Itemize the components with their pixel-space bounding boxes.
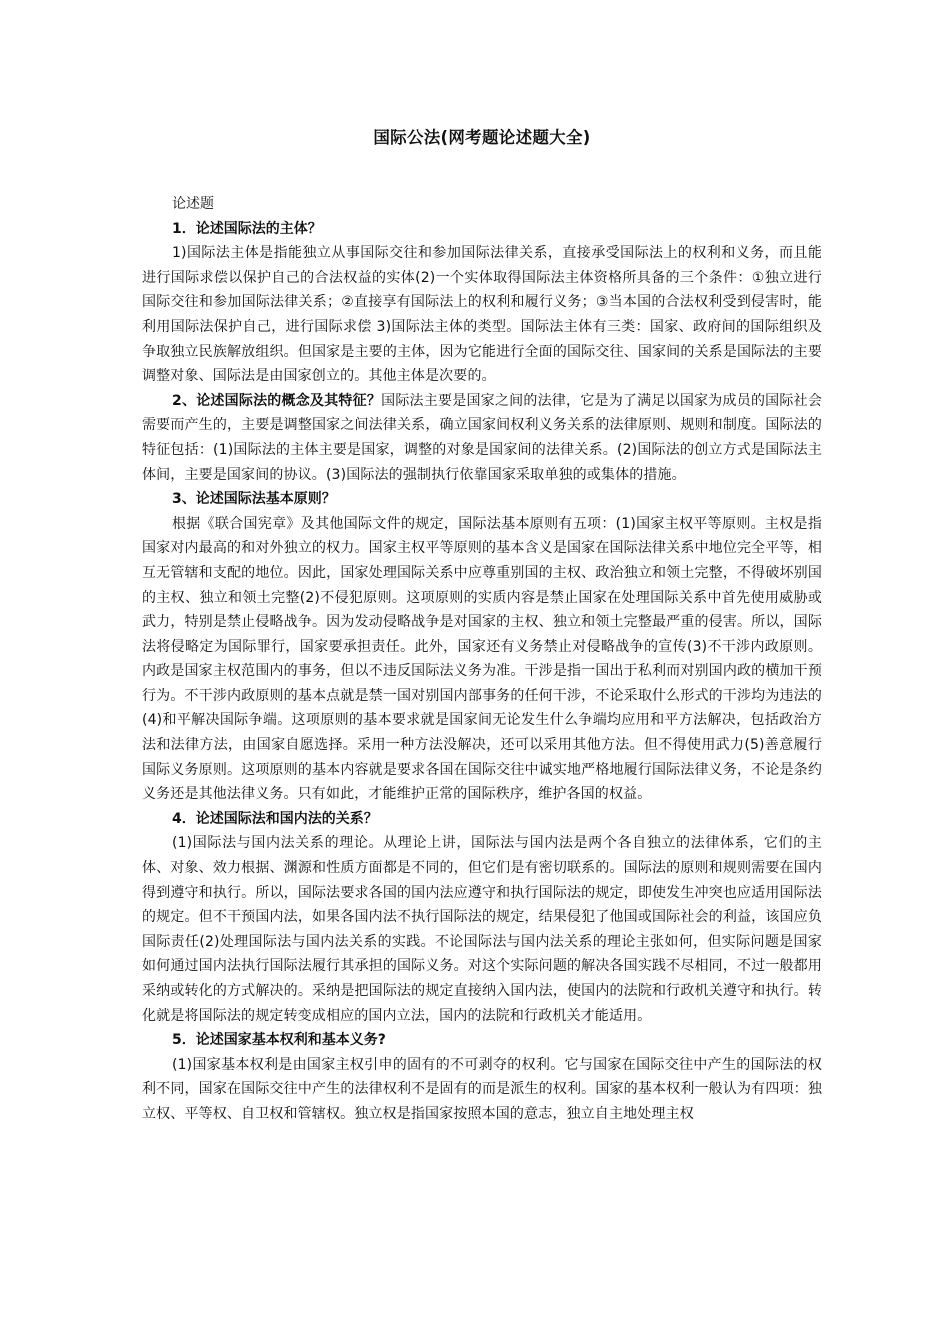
- question-3-body: 根据《联合国宪章》及其他国际文件的规定，国际法基本原则有五项：(1)国家主权平等原则。主权是指国家对内最高的和对外独立的权力。国家主权平等原则的基本含义是国家在国际法律关系中地位完全平等，相互无管辖和支配的地位。因此，国家处理国际关系中应尊重别国的主权、政治独立和领土完整，不得破坏别国的主权、独立和领土完整(2)不侵犯原则。这项原则的实质内容是禁止国家在处理国际关系中首先使用威胁或武力，特别是禁止侵略战争。因为发动侵略战争是对国家的主权、独立和领土完整最严重的侵害。所以，国际法将侵略定为国际罪行，国家要承担责任。此外，国家还有义务禁止对侵略战争的宣传(3)不干涉内政原则。内政是国家主权范围内的事务，但以不违反国际法义务为准。干涉是指一国出于私利而对别国内政的横加干预行为。不干涉内政原则的基本点就是禁一国对别国内部事务的任何干涉，不论采取什么形式的干涉均为违法的(4)和平解决国际争端。这项原则的基本要求就是国家间无论发生什么争端均应用和平方法解决，包括政治方法和法律方法，由国家自愿选择。采用一种方法没解决，还可以采用其他方法。但不得使用武力(5)善意履行国际义务原则。这项原则的基本内容就是要求各国在国际交往中诚实地严格地履行国际法律义务，不论是条约义务还是其他法律义务。只有如此，才能维护正常的国际秩序，维护各国的权益。: [142, 515, 822, 803]
- document-title: 国际公法(网考题论述题大全): [373, 128, 591, 147]
- section-label: 论述题: [172, 196, 214, 212]
- question-1-body: 1)国际法主体是指能独立从事国际交往和参加国际法律关系，直接承受国际法上的权利和义务，而且能进行国际求偿以保护自己的合法权益的实体(2)一个实体取得国际法主体资格所具备的三个条件：①独立进行国际交往和参加国际法律关系；②直接享有国际法上的权利和履行义务；③当本国的合法权利受到侵害时，能利用国际法保护自己，进行国际求偿 3)国际法主体的类型。国际法主体有三类：国家、政府间的国际组织及争取独立民族解放组织。但国家是主要的主体，因为它能进行全面的国际交往、国家间的关系是国际法的主要调整对象、国际法是由国家创立的。其他主体是次要的。: [142, 245, 822, 385]
- question-5-body: (1)国家基本权利是由国家主权引申的固有的不可剥夺的权利。它与国家在国际交往中产生的国际法的权利不同，国家在国际交往中产生的法律权利不是固有的而是派生的权利。国家的基本权利一般认为有四项：独立权、平等权、自卫权和管辖权。独立权是指国家按照本国的意志，独立自主地处理主权: [142, 1056, 822, 1122]
- question-4-body: (1)国际法与国内法关系的理论。从理论上讲，国际法与国内法是两个各自独立的法律体系，它们的主体、对象、效力根据、渊源和性质方面都是不同的，但它们是有密切联系的。国际法的原则和规则需要在国内得到遵守和执行。所以，国际法要求各国的国内法应遵守和执行国际法的规定，即使发生冲突也应适用国际法的规定。但不干预国内法，如果各国内法不执行国际法的规定，结果侵犯了他国或国际社会的利益，该国应负国际责任(2)处理国际法与国内法关系的实践。不论国际法与国内法关系的理论主张如何，但实际问题是国家如何通过国内法执行国际法履行其承担的国际义务。对这个实际问题的解决各国实践不尽相同，不过一般都用采纳或转化的方式解决的。采纳是把国际法的规定直接纳入国内法，使国内的法院和行政机关遵守和执行。转化就是将国际法的规定转变成相应的国内立法，国内的法院和行政机关才能适用。: [142, 835, 822, 1024]
- question-2-body: 国际法主要是国家之间的法律，它是为了满足以国家为成员的国际社会需要而产生的，主要是调整国家之间法律关系，确立国家间权利义务关系的法律原则、规则和制度。国际法的特征包括：(1)国际法的主体主要是国家，调整的对象是国家间的法律关系。(2)国际法的创立方式是国际法主体间，主要是国家间的协议。(3)国际法的强制执行依靠国家采取单独的或集体的措施。: [142, 392, 822, 483]
- document-page: [142, 126, 822, 1127]
- question-2-heading: 2、论述国际法的概念及其特征？: [172, 392, 382, 409]
- question-5-heading: 5．论述国家基本权利和基本义务?: [172, 1032, 386, 1049]
- question-3-heading: 3、论述国际法基本原则？: [172, 491, 336, 508]
- question-2-paragraph: [142, 389, 822, 487]
- question-1-heading: 1．论述国际法的主体？: [172, 220, 322, 237]
- question-4-heading: 4．论述国际法和国内法的关系？: [172, 810, 378, 827]
